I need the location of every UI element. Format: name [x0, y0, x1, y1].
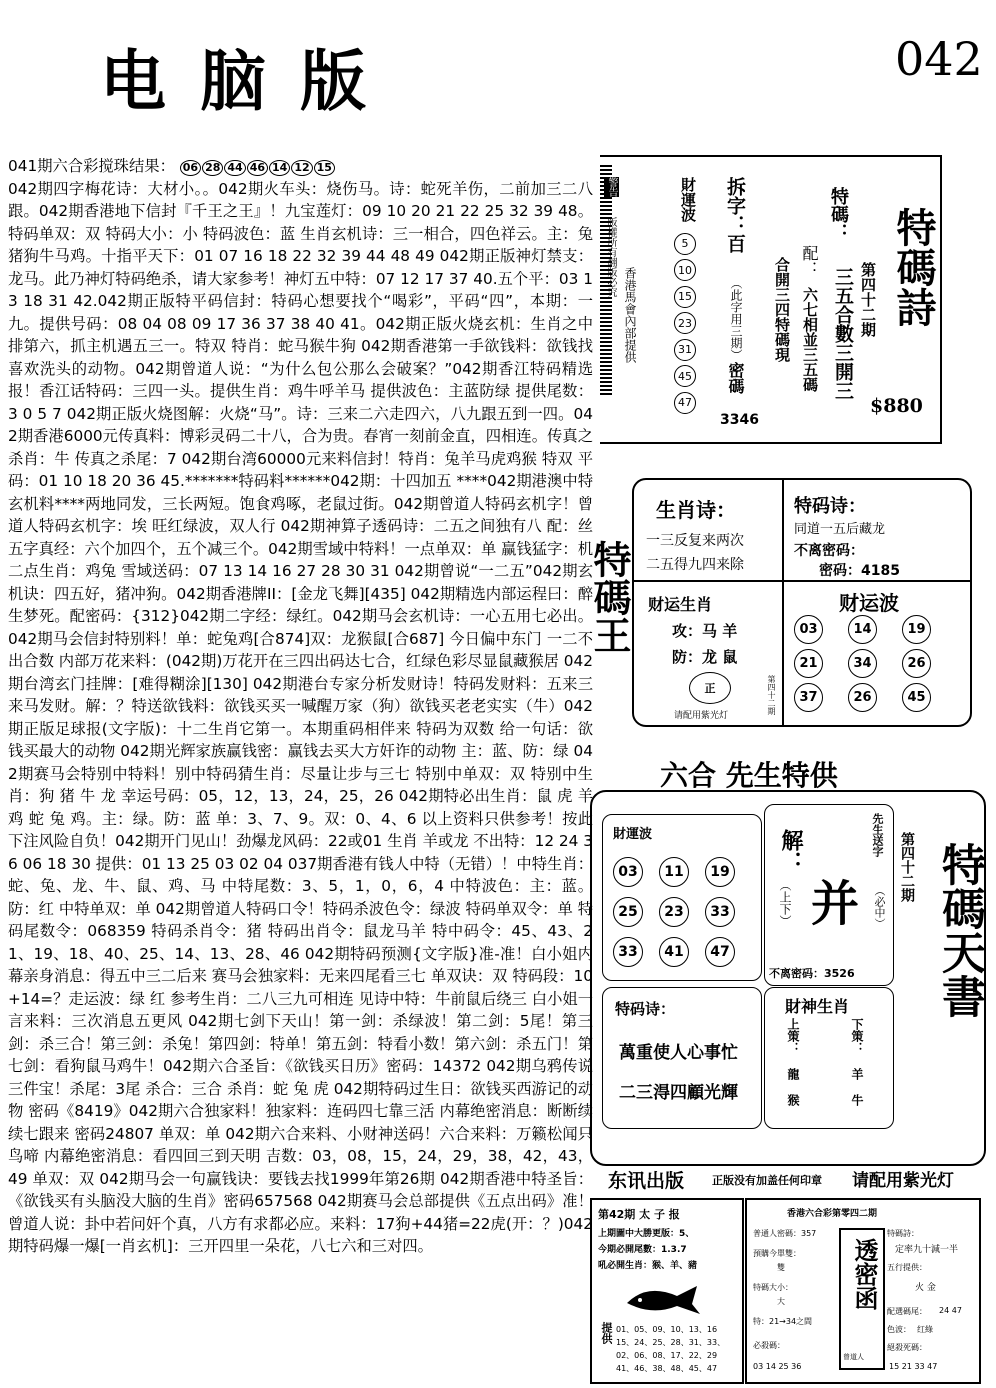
wave-ball: 34: [848, 649, 877, 678]
result-ball: 28: [202, 160, 223, 176]
caiyun-title: 财运生肖: [648, 595, 713, 614]
toumi-header: 香港六合彩第零四二期: [787, 1209, 878, 1219]
result-balls: [180, 155, 336, 178]
tianshu-ball: 25: [613, 897, 643, 927]
poem-period: 第四十二期: [859, 262, 877, 337]
wealth-ball: 47: [674, 392, 696, 414]
intro-label: 041期六合彩搅珠结果：: [8, 157, 175, 175]
toumi-center-sub: 曾道人: [843, 1353, 864, 1361]
tianshu-poem-line: 萬重使人心事忙: [619, 1043, 738, 1063]
wave-ball: 45: [902, 683, 931, 712]
toumi-poem: 定率九十減一半: [895, 1245, 959, 1255]
result-ball: 46: [247, 160, 268, 176]
tianshu-ball: 03: [613, 857, 643, 887]
main-article: [8, 155, 593, 1383]
caishen-title: 財神生肖: [785, 997, 850, 1016]
provide-row: 01、05、09、10、13、16: [616, 1325, 718, 1334]
upper-label: 上策：: [786, 1018, 800, 1054]
tema-wang-box: [632, 478, 972, 727]
chaizi-note: （此字用三期）: [729, 277, 743, 361]
toumi-pre-value: 雙: [777, 1263, 785, 1272]
jie-panel: [764, 804, 894, 986]
tianshu-poem-label: 特码诗：: [615, 1000, 676, 1018]
toumi-must-label: 必殺碼：: [753, 1341, 785, 1350]
wealth-ball: 23: [674, 312, 696, 334]
mima-label: 密碼: [726, 362, 745, 394]
wealth-ball: 15: [674, 286, 696, 308]
wave-balls: [794, 615, 964, 712]
wealth-ball: 31: [674, 339, 696, 361]
toumi-center-title: 透密函: [850, 1238, 879, 1310]
wave-ball: 26: [848, 683, 877, 712]
zhi-label: 先生送字: [871, 813, 884, 857]
taizi-line: 上期圖中大勝更版：5、: [598, 1229, 695, 1239]
provide-label: 提供: [600, 1322, 613, 1344]
tema-poem-line: 同道一五后藏龙: [794, 522, 886, 537]
poem-box: [600, 155, 942, 444]
toumi-must-values: 03 14 25 36: [753, 1362, 802, 1371]
shengxiao-title: 生肖诗：: [656, 498, 736, 522]
caishen-panel: [764, 987, 894, 1129]
tema-poem-title: 特码诗：: [794, 496, 866, 517]
toumi-box: [745, 1198, 981, 1384]
result-ball: 12: [291, 160, 312, 176]
provide-row: 15、24、25、28、31、33、: [616, 1338, 726, 1347]
toumi-codes: 普通人密碼：357: [753, 1229, 817, 1238]
stamp-seal: [689, 672, 731, 704]
tianshu-title: 特碼天書: [934, 842, 985, 1018]
tianshu-ball: 33: [705, 897, 735, 927]
toumi-special-value: 大: [777, 1297, 785, 1306]
toumi-center: [839, 1228, 885, 1370]
wave-ball: 26: [902, 649, 931, 678]
uv-note: 请配用紫光灯: [674, 711, 729, 721]
stamp-text: 正: [704, 682, 716, 695]
poem-price: $880: [870, 395, 923, 417]
poem-code: 3346: [720, 412, 759, 428]
stamp-period: 第四十二期: [767, 675, 776, 715]
warning-label: 警告: [606, 177, 617, 197]
toumi-kill-label: 絕殺死碼：: [887, 1343, 927, 1352]
toumi-color: 红綠: [917, 1325, 933, 1334]
tianshu-ball: 47: [705, 937, 735, 967]
tema-mima: 密码：4185: [819, 563, 900, 579]
pei-text: 六七相並三五碼: [801, 287, 819, 392]
wealth-ball: 10: [674, 259, 696, 281]
provide-row: 41、46、38、48、45、47: [616, 1364, 718, 1373]
wealth-label: 財運波: [679, 177, 697, 222]
toumi-wuxing: 火 金: [915, 1283, 936, 1293]
lower-label: 下策：: [850, 1018, 864, 1054]
tianshu-poem-line: 二三淂四顧光輝: [619, 1083, 738, 1103]
tema-wang-title: 特碼王: [587, 540, 632, 654]
tema-text: 三五合數三開三: [832, 267, 854, 400]
poem-title: 特碼詩: [890, 207, 937, 327]
wave-ball: 03: [794, 615, 823, 644]
taizi-box: [590, 1198, 744, 1384]
chaizi-label: 拆字：百: [724, 177, 746, 253]
result-ball: 14: [269, 160, 290, 176]
toumi-range: 特：21→34之間: [753, 1317, 813, 1326]
tema-label: 特碼：: [828, 187, 849, 241]
result-ball: 15: [314, 160, 335, 176]
wealth-ball: 45: [674, 365, 696, 387]
toumi-kill: 15 21 33 47: [889, 1362, 938, 1371]
pei-label: 配：: [800, 245, 819, 277]
wave-title: 财运波: [839, 591, 899, 615]
tianshu-balls: [613, 857, 751, 967]
jie-note: （上下）: [778, 879, 792, 927]
buli-label: 不离密码：: [794, 543, 864, 559]
lower-value: 羊 牛: [850, 1068, 864, 1106]
wave-ball: 19: [902, 615, 931, 644]
article-body: 042期四字梅花诗：大材小。。042期火车头：烧伤马。诗：蛇死羊伤，二前加三二八跟。042期香港地下信封『千王之王』！九宝莲灯：09 10 20 21 22 25 32 39 48。特码单双：双 特码大小：小 特码波色：蓝 生肖玄机诗：三一相合，四色祥云。主：兔猪狗牛马鸡。十指平天下：01 07 16 18 22 32 39 44 48 49 042期正版神灯禁支：龙马。此乃神灯特码绝杀，请大家参考！神灯五中特：07 12 17 37 40.五个平：03 13 18 31 42.042期正版特平码信封：特码心想要找个“喝彩”，平码“四”，本期：一九。提供号码：08 04 08 09 17 36 37 38 40 41。042期正版火烧玄机：生肖之中排第六，抓主机遇五三一。特双 特肖：蛇马猴牛狗 042期香港第一手欲钱料：欲钱找喜欢洗头的动物。042期曾道人说：“为什么包公那么会破案？”042期香江特码精选报！香江话特码：三四一头。提供生肖：鸡牛呼羊马 提供波色：主蓝防绿 提供尾数：3 0 5 7 042期正版火烧图解：火烧“马”。诗：三来二六走四六，八九跟五到一四。042期香港6000元传真料：博彩灵码二十八，合为贵。春宵一刻前金直，四相连。传真之杀肖：牛 传真之杀尾：7 042期台湾60000元来料信封！特肖：兔羊马虎鸡猴 特双 平码：01 10 18 20 36 45.*******特码料******042期：十四加五 ****042期港澳中特玄机料****两地同发，三长两短。饱食鸡啄，老鼠过街。042期曾道人特码玄机字！曾道人特码玄机字：埃 旺红绿波，双人行 042期神算子透码诗：二五之间独有八 配：丝 五字真经：六个加四个，五个减三个。042期雪域中特料！一点单双：单 赢钱猛字：机 二点生肖：鸡兔 雪域送码：07 13 14 16 27 28 30 31 042期曾说“一二五”042期玄机诀：四五好，猪冲狗。042期香港牌II：[金龙飞舞][435] 042期精选内部运程曰：醉生梦死。配密码：{312}042期二字经：绿红。042期马会玄机诗：一心五用七必出。042期马会信封特别料！单：蛇兔鸡[合874]双：龙猴鼠[合687] 今日偏中东门 一二不出合数 内部万花来料：(042期)万花开在三四出码达七合，红绿色彩尽显鼠藏猴居 042期台湾玄门挂牌：[难得糊涂][130] 042期港台专家分析发财诗！特码发财料：五来三来马发财。解：？特送欲钱料：欲钱买买一喊醒万家（狗）欲钱买老老实实（牛）042期正版足球报(文字版)：十二生肖它第一。本期重码相伴来 特码为双数 给一句话：欲钱买最大的动物 042期光辉家族赢钱密：赢钱去买大方奸诈的动物 主：蓝、防：绿 042期赛马会特别中特料！别中特码猜生肖：尽量让步与三七 特别中单双：双 特别中生肖：狗 猪 牛 龙 幸运号码：05，12，13，24，25，26 042期特必出生肖：鼠 虎 羊 鸡 蛇 兔 鸡。主：绿。防：蓝 单：3、7、9。双：0、4、6 以上资料只供参考！按此下注风险自负！042期开门见山！劲爆龙风码：22或01 生肖 羊或龙 不出特：12 24 36 06 18 30 提供：01 13 25 03 02 04 037期香港有钱人中特（无错）！中特生肖：蛇、兔、龙、牛、鼠、鸡、马 中特尾数：3、5，1，0，6，4 中特波色：主：蓝。防：红 中特单双：单 042期曾道人特码口令！特码杀波色令：绿波 特码单双令：单 特码尾数令：068359 特码杀肖令：猪 特码出肖令：鼠龙马羊 特中码令：45、43、21、19、18、40、25、14、13、28、46 042期特码预测{文字版}准-准！白小姐内幕亲身消息：得五中三二后来 赛马会独家料：无来四尾看三七 单双诀：双 特码段：10+14=？走运波：绿 红 参考生肖：二八三九可相连 见诗中特：牛前鼠后绕三 白小姐一言来料：三次消息五更风 042期七剑下天山！第一剑：杀绿波！第二剑：5尾！第三剑：杀三合！第三剑：杀兔！第四剑：特单！第五剑：特看小数！第六剑：杀五门！第七剑：看狗鼠马鸡牛！042期六合圣旨：《欲钱买日历》密码：14372 042期乌鸦传说三件宝！杀尾：3尾 杀合：三合 杀肖：蛇 兔 虎 042期特码过生日：欲钱买西游记的动物 密码《8419》042期六合独家料！独家料：连码四七靠三活 内幕绝密消息：断断续续七跟来 密码24807 单双：单 042期六合来料、小财神送码！六合来料：万籁松闻只鸟啼 内幕绝密消息：看四回三到天明 吉数：03，08，15，24，29，38，42，43，49 单双：双 042期马会一句赢钱诀：要钱去找1999年第26期 042期香港中特圣旨：《欲钱买有头脑没大脑的生肖》密码657568 042期赛马会总部提供《五点出码》准！曾道人说：卦中若问奸个真，八方有求都必应。来料：17狗+44猪=22虎(开：？)042期特码爆一爆[一肖玄机]：三开四里一朵花，八七六和三对四。: [8, 179, 593, 1255]
combine-text: 合開三四特碼現: [773, 257, 791, 362]
toumi-tail: 24 47: [939, 1306, 962, 1315]
toumi-tail-label: 配選碼尾：: [887, 1307, 927, 1316]
tianshu-ball: 33: [613, 937, 643, 967]
tianshu-ball: 19: [705, 857, 735, 887]
toumi-poem-label: 特碼詩：: [887, 1229, 919, 1238]
result-ball: 06: [180, 160, 201, 176]
taizi-line: 今期必開尾數：1.3.7: [598, 1245, 687, 1255]
footer-note: 正版没有加盖任何印章: [712, 1174, 822, 1187]
wave-ball: 14: [848, 615, 877, 644]
toumi-special-label: 特碼大小：: [753, 1283, 793, 1292]
tianshu-ball: 11: [659, 857, 689, 887]
shengxiao-line: 一三反复来两次: [646, 533, 744, 549]
must-note: （必中）: [873, 885, 886, 929]
tianshu-box: [590, 790, 986, 1166]
provide-row: 02、06、08、17、22、29: [616, 1351, 718, 1360]
taizi-line: 吼必開生肖：猴、羊、豬: [598, 1261, 698, 1271]
publisher-label: 东讯出版: [608, 1170, 685, 1192]
tianshu-wave-label: 財運波: [613, 827, 653, 842]
tianshu-period: 第四十二期: [899, 832, 915, 902]
fish-drawing: [622, 1278, 702, 1318]
wave-ball: 37: [794, 683, 823, 712]
poem-source: 香港馬會內部提供: [623, 267, 637, 363]
toumi-color-label: 色波：: [887, 1325, 911, 1334]
toumi-pre-label: 預購今單雙：: [753, 1249, 801, 1258]
wealth-balls: [674, 232, 698, 418]
shengxiao-line: 二五得九四来除: [646, 557, 744, 573]
taizi-title: 第42期 太 子 报: [598, 1208, 680, 1221]
warning-text: 版權所有翻版必究: [605, 217, 616, 297]
page-title: 电脑版: [100, 42, 400, 120]
attack-text: 攻：马 羊: [672, 622, 738, 640]
wave-panel: [602, 814, 762, 981]
wealth-ball: 5: [674, 233, 696, 255]
jie-char: 并: [811, 876, 860, 932]
tianshu-ball: 41: [659, 937, 689, 967]
tianshu-ball: 23: [659, 897, 689, 927]
issue-number: 042: [895, 32, 983, 86]
result-ball: 44: [224, 160, 245, 176]
wave-ball: 21: [794, 649, 823, 678]
uv-footer: 请配用紫光灯: [852, 1171, 954, 1191]
tianshu-banner: 六合 先生特供: [660, 759, 838, 792]
toumi-wuxing-label: 五行提供：: [887, 1263, 927, 1272]
tianshu-buli: 不离密码：3526: [769, 967, 855, 980]
upper-value: 龍 猴: [786, 1068, 800, 1106]
defend-text: 防：龙 鼠: [672, 648, 738, 666]
jie-label: 解：: [778, 829, 803, 873]
tianshu-poem-panel: [602, 987, 762, 1129]
